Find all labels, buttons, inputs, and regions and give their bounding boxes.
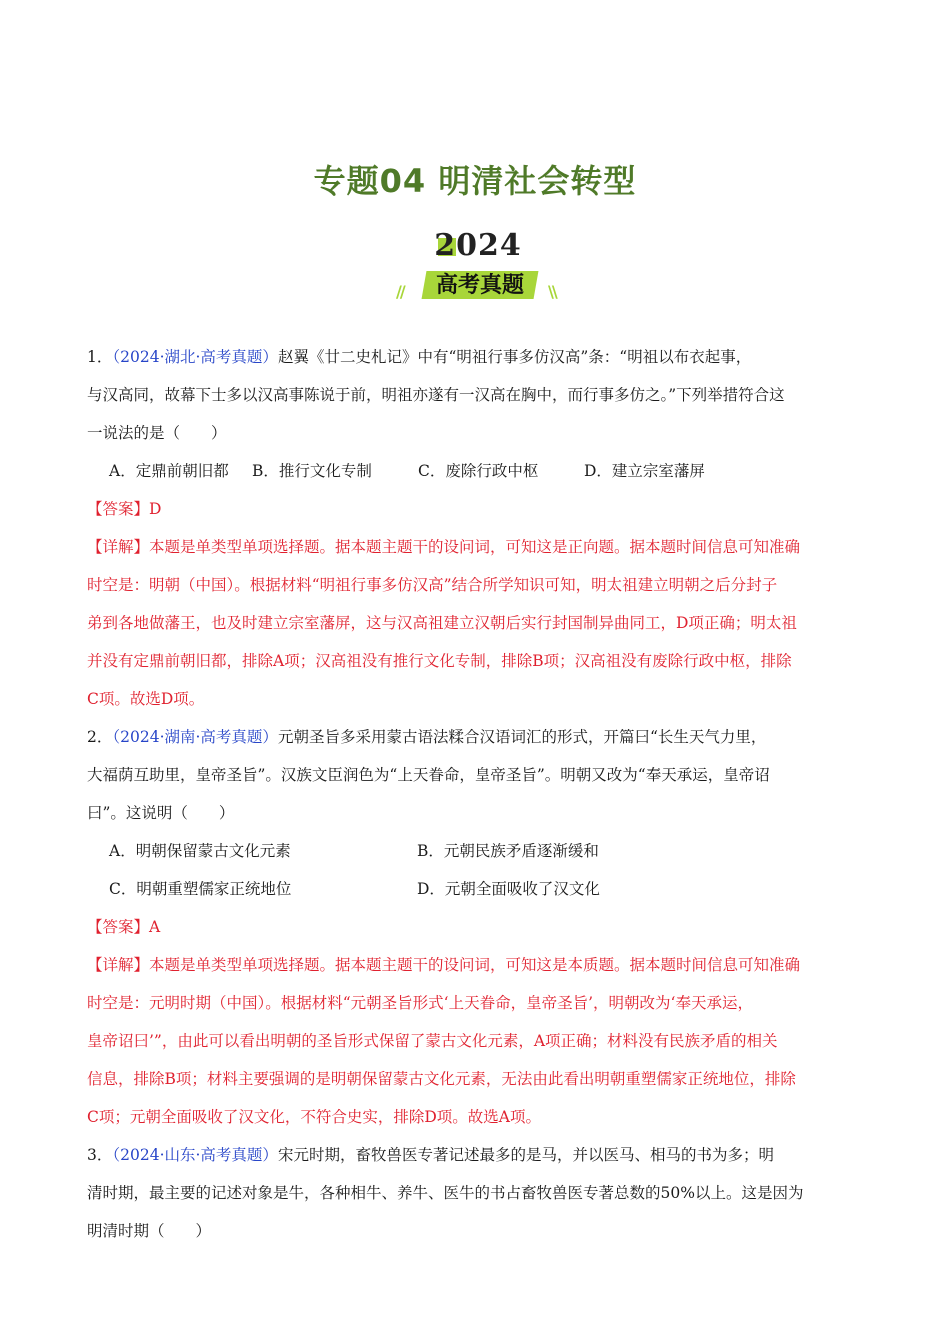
- option-d: D．建立宗室藩屏: [584, 462, 705, 480]
- option-c: C．废除行政中枢: [418, 462, 539, 480]
- detail-label: 【详解】: [87, 538, 150, 556]
- option-b: B．元朝民族矛盾逐渐缓和: [417, 842, 599, 860]
- question-stem-line: [87, 338, 859, 376]
- question-source: （2024·湖北·高考真题）: [112, 348, 278, 366]
- detail-line: [87, 528, 859, 566]
- badge-label: 高考真题: [435, 273, 524, 298]
- question-stem-line: 大福荫互助里，皇帝圣旨”。汉族文臣润色为“上天眷命，皇帝圣旨”。明朝又改为“奉天承运，皇帝诏: [87, 766, 770, 784]
- answer-label: 【答案】: [87, 918, 150, 936]
- option-c: C．明朝重塑儒家正统地位: [109, 880, 292, 898]
- question-1: [87, 338, 859, 718]
- option-b: B．推行文化专制: [252, 462, 372, 480]
- question-number: 3．: [87, 1146, 113, 1164]
- answer-label: 【答案】: [87, 500, 150, 518]
- option-a: A．明朝保留蒙古文化元素: [109, 842, 291, 860]
- stem-text: 元朝圣旨多采用蒙古语法糅合汉语词汇的形式，开篇曰“长生天气力里，: [277, 728, 767, 746]
- stem-text: 赵翼《廿二史札记》中有“明祖行事多仿汉高”条：“明祖以布衣起事，: [277, 348, 752, 366]
- options-row: [87, 832, 859, 870]
- question-stem-line: 曰”。这说明（ ）: [87, 804, 235, 822]
- question-source: （2024·湖南·高考真题）: [112, 728, 278, 746]
- answer-line: [87, 908, 859, 946]
- detail-line: 皇帝诏曰’”，由此可以看出明朝的圣旨形式保留了蒙古文化元素，A项正确；材料没有民族矛盾的相关: [87, 1032, 778, 1050]
- option-a: A．定鼎前朝旧都: [109, 462, 229, 480]
- question-stem-line: [87, 718, 859, 756]
- detail-label: 【详解】: [87, 956, 150, 974]
- detail-line: 弟到各地做藩王，也及时建立宗室藩屏，这与汉高祖建立汉朝后实行封国制异曲同工，D项正确；明太祖: [87, 614, 797, 632]
- answer-line: [87, 490, 859, 528]
- question-stem-line: 明清时期（ ）: [87, 1222, 212, 1240]
- question-stem-line: [87, 1136, 859, 1174]
- stem-text: 宋元时期，畜牧兽医专著记述最多的是马，并以医马、相马的书为多；明: [277, 1146, 774, 1164]
- question-list: [87, 338, 859, 1250]
- exam-badge: [388, 228, 568, 306]
- detail-line: [87, 946, 859, 984]
- question-number: 1．: [87, 348, 113, 366]
- page-title: 专题04 明清社会转型: [313, 162, 637, 200]
- answer-value: D: [149, 500, 162, 518]
- options-row: [87, 870, 859, 908]
- slash-decoration-left-icon: //: [396, 282, 404, 301]
- options-row: [87, 452, 859, 490]
- detail-line: 并没有定鼎前朝旧都，排除A项；汉高祖没有推行文化专制，排除B项；汉高祖没有废除行政中枢，排除: [87, 652, 792, 670]
- detail-line: C项。故选D项。: [87, 690, 205, 708]
- detail-text: 本题是单类型单项选择题。据本题主题干的设问词，可知这是本质题。据本题时间信息可知准确: [149, 956, 801, 974]
- question-stem-line: 清时期，最主要的记述对象是牛，各种相牛、养牛、医牛的书占畜牧兽医专著总数的50%以上。这是因为: [87, 1184, 804, 1202]
- question-source: （2024·山东·高考真题）: [112, 1146, 278, 1164]
- question-stem-line: 一说法的是（ ）: [87, 424, 227, 442]
- badge-year: 2024: [434, 228, 522, 263]
- detail-line: 时空是：明朝（中国）。根据材料“明祖行事多仿汉高”结合所学知识可知，明太祖建立明朝之后分封子: [87, 576, 778, 594]
- detail-line: C项；元朝全面吸收了汉文化，不符合史实，排除D项。故选A项。: [87, 1108, 541, 1126]
- question-3: [87, 1136, 859, 1250]
- slash-decoration-right-icon: \\: [548, 282, 556, 301]
- detail-line: 信息，排除B项；材料主要强调的是明朝保留蒙古文化元素，无法由此看出明朝重塑儒家正统地位，排除: [87, 1070, 796, 1088]
- question-number: 2．: [87, 728, 113, 746]
- detail-line: 时空是：元明时期（中国）。根据材料“元朝圣旨形式‘上天眷命，皇帝圣旨’，明朝改为‘奉天承运，: [87, 994, 753, 1012]
- option-d: D．元朝全面吸收了汉文化: [417, 880, 600, 898]
- question-stem-line: 与汉高同，故幕下士多以汉高事陈说于前，明祖亦遂有一汉高在胸中，而行事多仿之。”下列举措符合这: [87, 386, 785, 404]
- answer-value: A: [149, 918, 161, 936]
- question-2: [87, 718, 859, 1136]
- detail-text: 本题是单类型单项选择题。据本题主题干的设问词，可知这是正向题。据本题时间信息可知准确: [149, 538, 801, 556]
